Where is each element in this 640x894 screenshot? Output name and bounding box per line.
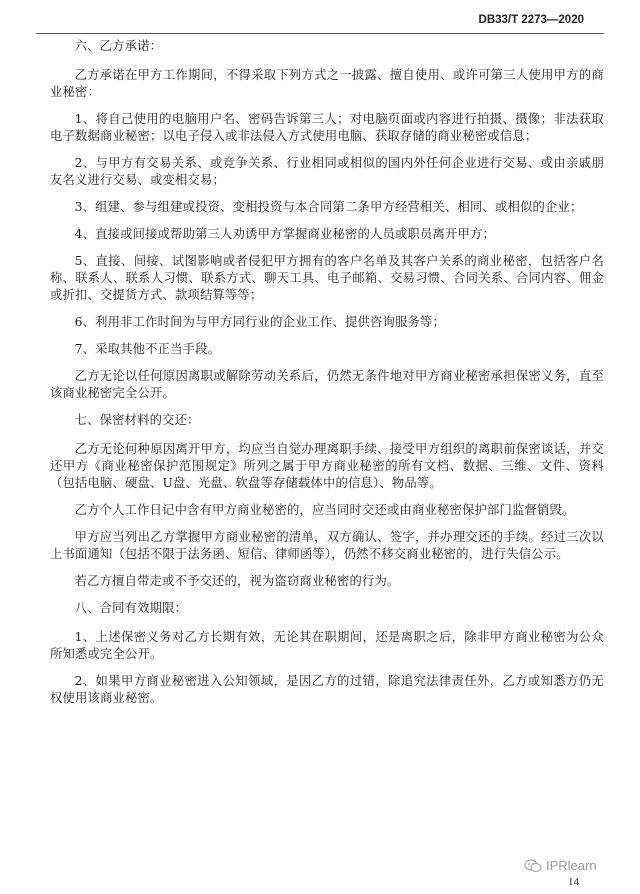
list-item: 2、与甲方有交易关系、或竞争关系、行业相同或相似的国内外任何企业进行交易、或由亲戚朋友名义进行交易、或变相交易； bbox=[50, 156, 604, 187]
watermark-text: IPRlearn bbox=[546, 858, 597, 873]
wechat-icon bbox=[524, 859, 542, 873]
list-item: 1、将自己使用的电脑用户名、密码告诉第三人；对电脑页面或内容进行拍摄、摄像；非法获取电子数据商业秘密；以电子侵入或非法侵入方式使用电脑、获取存储的商业秘密或信息； bbox=[50, 112, 604, 143]
paragraph: 甲方应当列出乙方掌握甲方商业秘密的清单，双方确认、签字，并办理交还的手续。经过三次以上书面通知（包括不限于法务函、短信、律师函等），仍然不移交商业秘密的，进行失信公示。 bbox=[50, 530, 604, 561]
document-body bbox=[50, 38, 604, 717]
watermark bbox=[524, 858, 597, 873]
list-item: 4、直接或间接或帮助第三人劝诱甲方掌握商业秘密的人员或职员离开甲方； bbox=[74, 227, 496, 241]
list-item: 7、采取其他不正当手段。 bbox=[74, 342, 221, 356]
section-heading-7: 七、保密材料的交还： bbox=[74, 413, 200, 427]
paragraph: 乙方承诺在甲方工作期间，不得采取下列方式之一披露、擅自使用、或许可第三人使用甲方的商业秘密： bbox=[50, 68, 604, 99]
header-rule bbox=[36, 33, 604, 34]
page-number: 14 bbox=[568, 876, 579, 888]
section-heading-6: 六、乙方承诺： bbox=[74, 39, 163, 53]
list-item: 6、利用非工作时间为与甲方同行业的企业工作、提供咨询服务等； bbox=[74, 315, 446, 329]
section-heading-8: 八、合同有效期限： bbox=[74, 601, 188, 615]
list-item: 2、如果甲方商业秘密进入公知领域，是因乙方的过错，除追究法律责任外，乙方或知悉方仍无权使用该商业秘密。 bbox=[50, 674, 604, 705]
list-item: 5、直接、间接、试图影响或者侵犯甲方拥有的客户名单及其客户关系的商业秘密，包括客户名称、联系人、联系人习惯、联系方式、聊天工具、电子邮箱、交易习惯、合同关系、合同内容、佣金或折扣、交提货方式、款项结算等等； bbox=[50, 254, 604, 302]
standard-code: DB33/T 2273—2020 bbox=[478, 14, 584, 26]
list-item: 1、上述保密义务对乙方长期有效，无论其在职期间，还是离职之后，除非甲方商业秘密为公众所知悉或完全公开。 bbox=[50, 630, 604, 661]
list-item: 3、组建、参与组建或投资、变相投资与本合同第二条甲方经营相关、相同、或相似的企业； bbox=[74, 200, 583, 214]
paragraph: 若乙方擅自带走或不予交还的，视为盗窃商业秘密的行为。 bbox=[74, 574, 400, 588]
paragraph: 乙方个人工作日记中含有甲方商业秘密的，应当同时交还或由商业秘密保护部门监督销毁。 bbox=[74, 503, 575, 517]
paragraph: 乙方无论以任何原因离职或解除劳动关系后，仍然无条件地对甲方商业秘密承担保密义务，直至该商业秘密完全公开。 bbox=[50, 369, 604, 400]
paragraph: 乙方无论何种原因离开甲方，均应当自觉办理离职手续、接受甲方组织的离职前保密谈话，并交还甲方《商业秘密保护范围规定》所列之属于甲方商业秘密的所有文档、数据、三维、文件、资料（包括电脑、硬盘、U盘、光盘、软盘等存储载体中的信息）、物品等。 bbox=[50, 442, 604, 490]
